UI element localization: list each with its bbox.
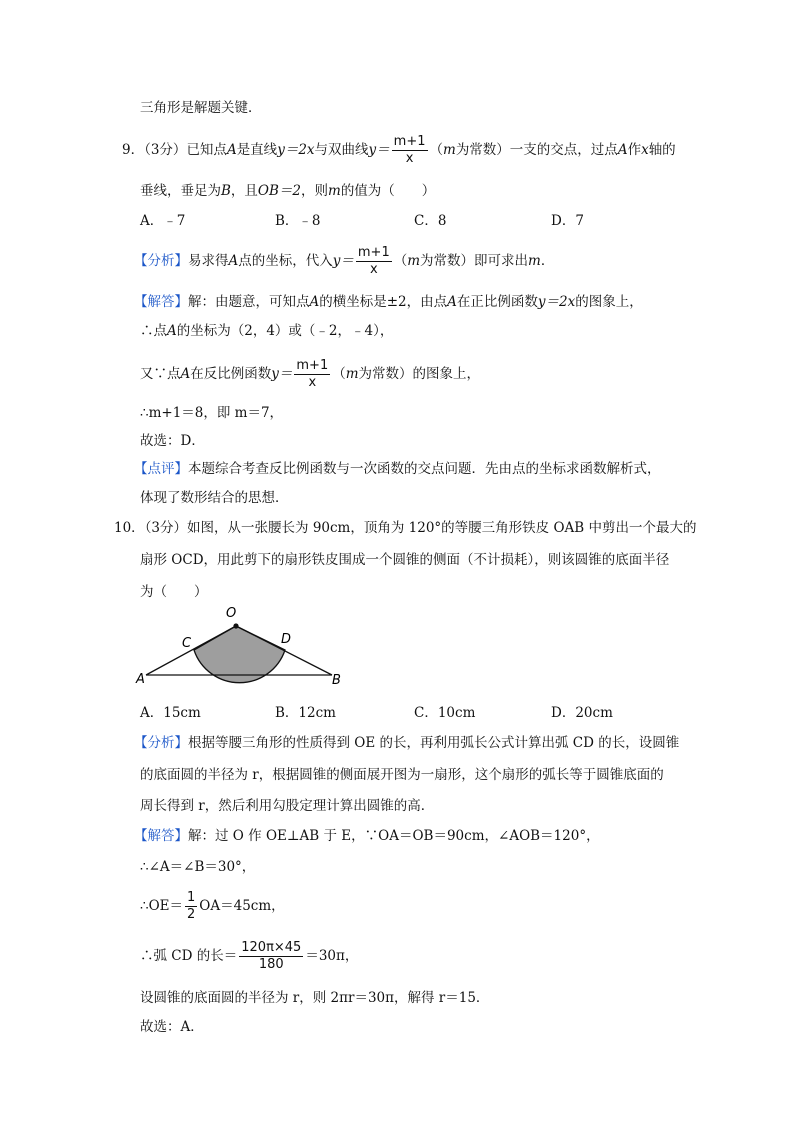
fraction-denominator: x bbox=[369, 262, 378, 277]
q9-text: 为常数）即可求出 bbox=[420, 253, 529, 269]
q9-y-equals: y＝ bbox=[332, 253, 354, 269]
q9-point-a: A bbox=[226, 142, 237, 158]
q10-fraction-arc bbox=[239, 940, 303, 973]
q10-solution-line3 bbox=[140, 890, 285, 923]
q9-comment-line2: 体现了数形结合的思想． bbox=[140, 490, 289, 506]
label-d: D bbox=[281, 632, 292, 647]
q10-analysis-line2: 的底面圆的半径为 r，根据圆锥的侧面展开图为一扇形，这个扇形的弧长等于圆锥底面的 bbox=[140, 767, 664, 783]
fraction-numerator: 120π×45 bbox=[241, 940, 302, 955]
q10-option-a[interactable]: A．15cm bbox=[140, 705, 201, 721]
q9-point-a: A bbox=[180, 366, 191, 382]
label-o: O bbox=[226, 606, 237, 621]
q9-point-a: A bbox=[309, 294, 320, 310]
comment-tag: 【点评】 bbox=[134, 461, 188, 477]
q9-number: 9． bbox=[122, 142, 145, 158]
q10-analysis-line1 bbox=[134, 733, 679, 753]
q10-solution-line2: ∴∠A＝∠B＝30°， bbox=[140, 859, 256, 875]
q10-stem-line2: 扇形 OCD，用此剪下的扇形铁皮围成一个圆锥的侧面（不计损耗），则该圆锥的底面半径 bbox=[140, 552, 670, 568]
q9-solution-line2 bbox=[140, 321, 393, 341]
q10-text: ＝30π， bbox=[305, 948, 359, 964]
analysis-tag: 【分析】 bbox=[134, 253, 188, 269]
q9-text: 的值为（ ） bbox=[340, 183, 436, 199]
q9-fraction bbox=[356, 245, 392, 278]
q10-figure bbox=[130, 603, 360, 691]
q10-text: ∴弧 CD 的长＝ bbox=[140, 948, 238, 964]
fraction-numerator: 1 bbox=[187, 890, 196, 905]
q10-solution-line6: 故选：A． bbox=[140, 1019, 204, 1035]
q10-solution-line1 bbox=[134, 826, 600, 846]
q9-text: （ bbox=[332, 366, 346, 382]
q9-y-equals: y＝ bbox=[368, 142, 390, 158]
q9-text: ，且 bbox=[230, 183, 258, 199]
q9-text: 在反比例函数 bbox=[190, 366, 272, 382]
q9-analysis bbox=[134, 245, 554, 278]
q9-line-equation: y＝2x bbox=[277, 142, 315, 158]
q9-point-a: A bbox=[167, 323, 177, 339]
q10-solution-line4 bbox=[140, 940, 358, 973]
q9-solution-line3 bbox=[140, 358, 480, 391]
fraction-denominator: x bbox=[308, 375, 317, 390]
q10-stem-line1 bbox=[114, 518, 697, 538]
q9-text: 在正比例函数 bbox=[456, 294, 538, 310]
q9-text: 的坐标为（2，4）或（﹣2，﹣4）， bbox=[176, 323, 394, 339]
q10-option-d[interactable]: D．20cm bbox=[551, 705, 613, 721]
q9-point-a: A bbox=[617, 142, 628, 158]
q9-text: 又∵点 bbox=[140, 366, 181, 382]
q10-option-c[interactable]: C．10cm bbox=[414, 705, 476, 721]
q9-fraction bbox=[392, 134, 428, 167]
q9-text: 的横坐标是±2，由点 bbox=[319, 294, 448, 310]
q9-solution-line5: 故选：D． bbox=[140, 433, 205, 449]
q9-option-c[interactable]: C．8 bbox=[414, 213, 447, 229]
q10-text: 如图，从一张腰长为 90cm，顶角为 120°的等腰三角形铁皮 OAB 中剪出一个最大的 bbox=[187, 520, 697, 536]
fraction-denominator: x bbox=[405, 151, 414, 166]
q9-var-m: m bbox=[345, 366, 359, 382]
q10-text: ∴OE＝ bbox=[140, 898, 184, 914]
fraction-numerator: m+1 bbox=[296, 358, 329, 373]
q9-line-equation: y＝2x bbox=[537, 294, 576, 310]
fraction-numerator: m+1 bbox=[393, 134, 426, 149]
label-a: A bbox=[136, 672, 145, 687]
q9-text: 的图象上， bbox=[575, 294, 643, 310]
q9-var-m: m bbox=[443, 142, 456, 158]
q9-text: ，则 bbox=[301, 183, 328, 199]
q9-text: 已知点 bbox=[186, 142, 227, 158]
q9-text: 轴的 bbox=[648, 142, 676, 158]
q9-stem-line2 bbox=[140, 181, 435, 201]
q9-text: ∴点 bbox=[140, 323, 167, 339]
label-c: C bbox=[182, 636, 192, 651]
q9-text: （ bbox=[429, 142, 443, 158]
q9-score: （3分） bbox=[144, 142, 187, 158]
q9-text: 是直线 bbox=[236, 142, 278, 158]
q9-option-b[interactable]: B．﹣8 bbox=[275, 213, 321, 229]
q10-text: 根据等腰三角形的性质得到 OE 的长，再利用弧长公式计算出弧 CD 的长，设圆锥 bbox=[188, 735, 680, 751]
q9-text: 解：由题意，可知点 bbox=[188, 294, 310, 310]
fraction-denominator: 2 bbox=[187, 907, 196, 922]
fraction-denominator: 180 bbox=[258, 957, 284, 972]
q9-text: 点的坐标，代入 bbox=[238, 253, 333, 269]
q9-option-a[interactable]: A．﹣7 bbox=[140, 213, 186, 229]
solution-tag: 【解答】 bbox=[134, 294, 188, 310]
q10-score: （3分） bbox=[144, 520, 188, 536]
q10-analysis-line3: 周长得到 r，然后利用勾股定理计算出圆锥的高． bbox=[140, 798, 435, 814]
q10-text: 解：过 O 作 OE⊥AB 于 E，∵OA＝OB＝90cm，∠AOB＝120°， bbox=[188, 828, 600, 844]
q10-solution-line5: 设圆锥的底面圆的半径为 r，则 2πr＝30π，解得 r＝15． bbox=[140, 990, 490, 1006]
q9-var-m: m bbox=[528, 253, 541, 269]
q9-comment-text: 本题综合考查反比例函数与一次函数的交点问题．先由点的坐标求函数解析式， bbox=[188, 461, 661, 477]
q10-stem-line3: 为（ ） bbox=[140, 584, 208, 600]
q9-text: 垂线，垂足为 bbox=[140, 183, 221, 199]
solution-tag: 【解答】 bbox=[134, 828, 188, 844]
q9-y-equals: y＝ bbox=[271, 366, 293, 382]
q10-option-b[interactable]: B．12cm bbox=[275, 705, 336, 721]
q9-fraction bbox=[294, 358, 330, 391]
q9-solution-line1 bbox=[134, 292, 643, 312]
q9-option-d[interactable]: D．7 bbox=[551, 213, 584, 229]
q9-text: ． bbox=[540, 253, 555, 269]
analysis-tag: 【分析】 bbox=[134, 735, 188, 751]
q10-fraction-half bbox=[185, 890, 197, 923]
q10-text: OA＝45cm， bbox=[199, 898, 285, 914]
point-o-dot bbox=[233, 623, 238, 628]
q9-text: 为常数）的图象上， bbox=[358, 366, 481, 382]
q9-ob-equation: OB＝2 bbox=[257, 183, 301, 199]
q10-number: 10． bbox=[114, 520, 145, 536]
sector-ocd bbox=[194, 626, 285, 683]
q9-text: 为常数）一支的交点，过点 bbox=[455, 142, 618, 158]
q9-comment-line1 bbox=[134, 459, 661, 479]
q9-var-m: m bbox=[328, 183, 341, 199]
q9-text: 易求得 bbox=[188, 253, 229, 269]
q9-var-m: m bbox=[407, 253, 421, 269]
q9-point-a: A bbox=[228, 253, 239, 269]
q9-var-x: x bbox=[641, 142, 649, 158]
fraction-numerator: m+1 bbox=[357, 245, 390, 260]
q9-solution-line4: ∴m+1＝8，即 m＝7， bbox=[140, 405, 284, 421]
q9-point-b: B bbox=[221, 183, 231, 199]
previous-solution-tail: 三角形是解题关键． bbox=[140, 100, 262, 116]
q9-text: 作 bbox=[627, 142, 642, 158]
q9-text: 与双曲线 bbox=[314, 142, 369, 158]
q9-text: （ bbox=[393, 253, 408, 269]
q9-point-a: A bbox=[447, 294, 457, 310]
label-b: B bbox=[332, 673, 341, 688]
q9-stem-line1 bbox=[122, 134, 676, 167]
